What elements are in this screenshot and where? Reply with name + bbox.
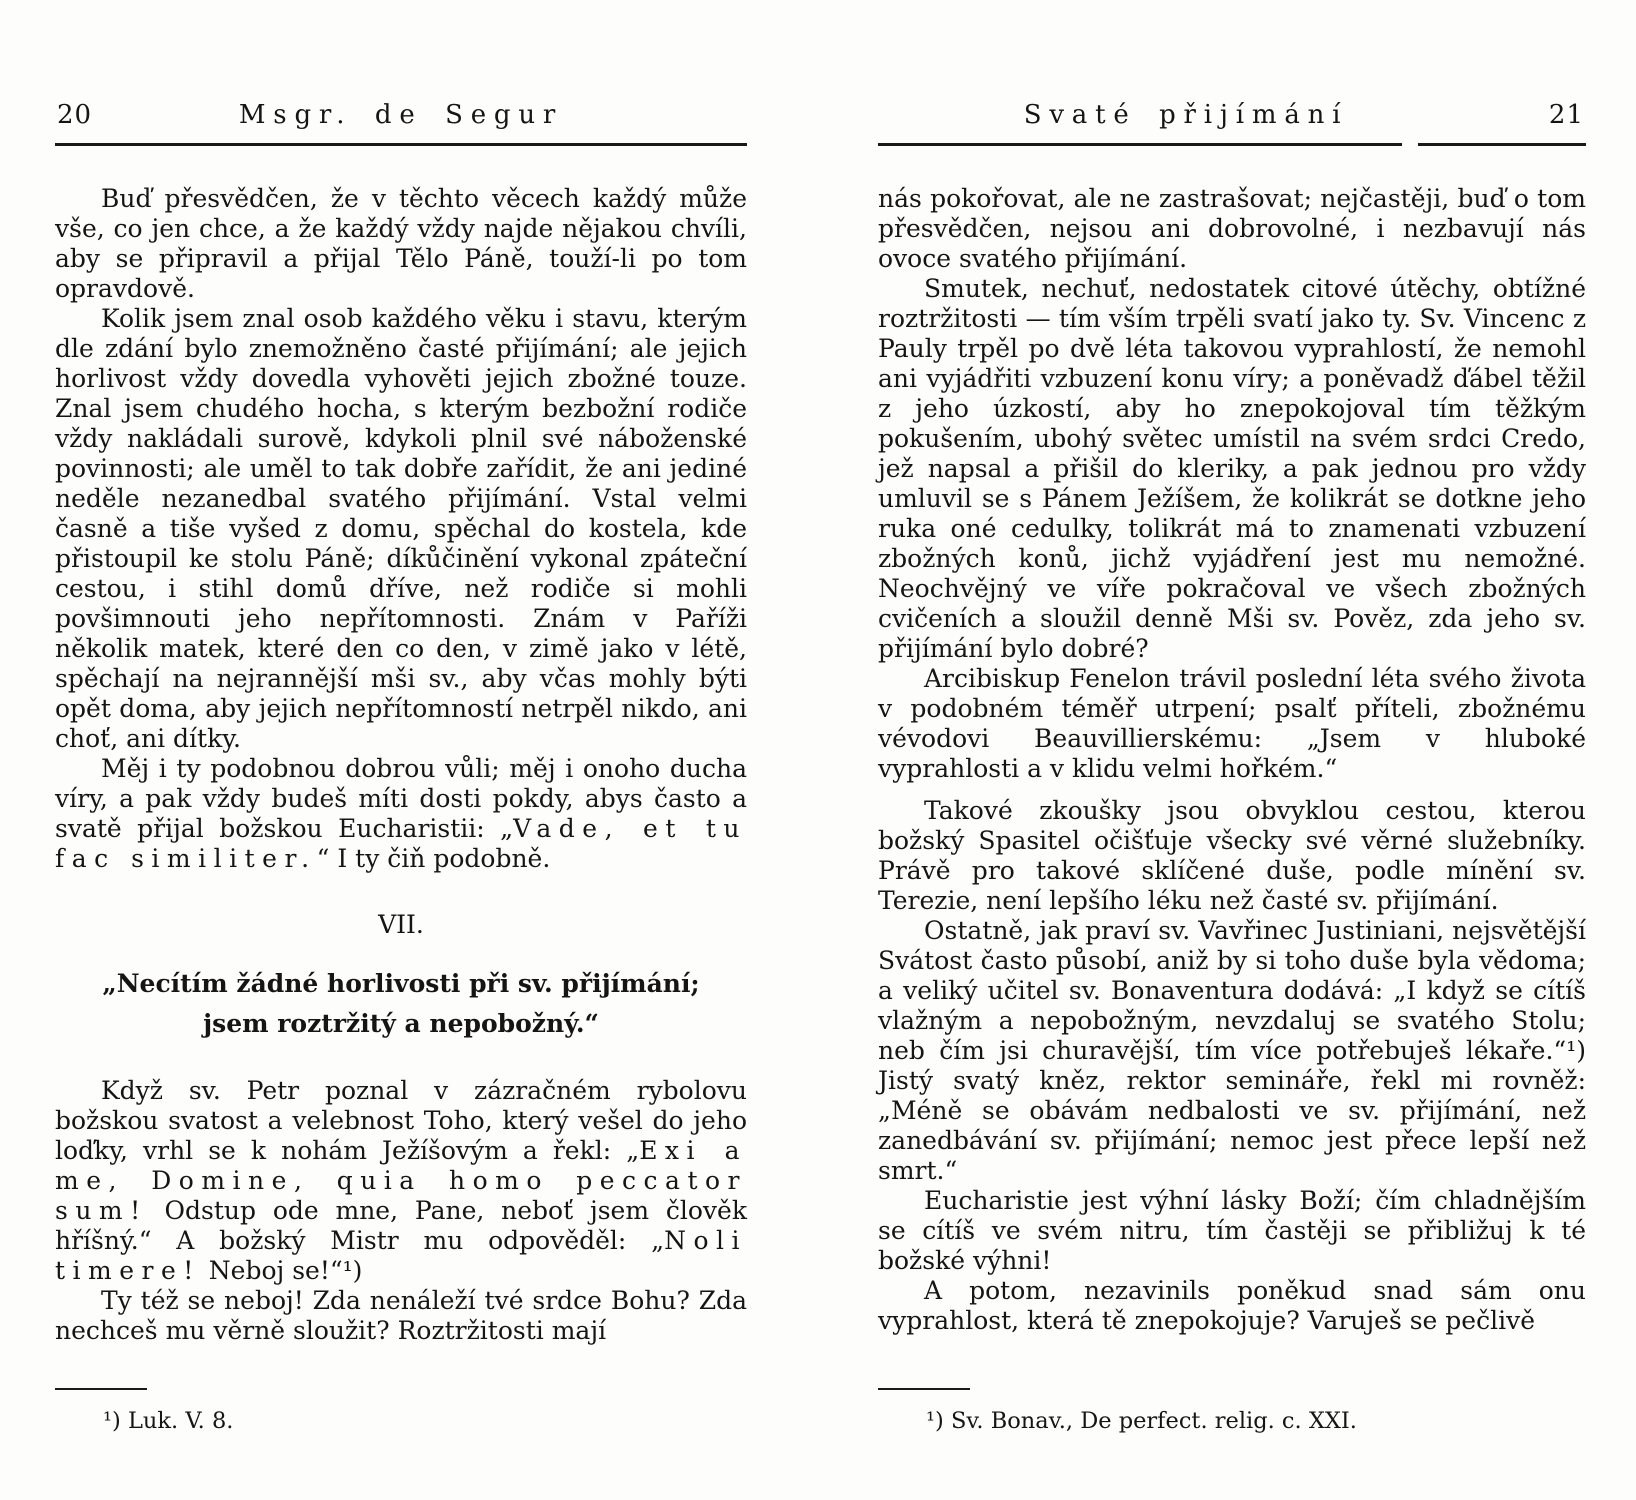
right-header-rule-main [878,143,1402,146]
latin-quote-spaced: Exi a me, Domine, quia homo peccator sum! [55,1136,747,1225]
left-page [55,100,747,1500]
right-header-rule-page-number-segment [1418,143,1586,146]
paragraph: Takové zkoušky jsou obvyklou cestou, kterou božský Spasitel očišťuje všecky své věrné služebníky. Právě pro takové sklíčené duše, podle mínění sv. Terezie, není lepšího léku než časté sv. přijímání. [878,796,1586,915]
section-number: VII. [378,910,424,939]
right-page-header [878,100,1586,138]
left-running-title: Msgr. de Segur [238,100,564,130]
latin-quote-spaced: Vade, et tu fac similiter. [55,814,747,873]
right-footnote: ¹) Sv. Bonav., De perfect. relig. c. XXI. [926,1408,1357,1434]
right-header-rule [878,143,1586,146]
paragraph-text: “ I ty čiň podobně. [316,844,551,873]
left-body-text [55,184,747,1346]
paragraph-text: Neboj se!“¹) [200,1256,363,1285]
right-page [878,100,1586,1500]
paragraph-continuation: nás pokořovat, ale ne zastrašovat; nejčastěji, buď o tom přesvědčen, nejsou ani dobrovolné, i nezbavují nás ovoce svatého přijímání. [878,184,1586,273]
left-page-header [55,100,747,138]
left-header-rule [55,143,747,146]
right-page-number: 21 [1548,100,1584,130]
paragraph: Ty též se neboj! Zda nenáleží tvé srdce Bohu? Zda nechceš mu věrně sloužit? Roztržitosti mají [55,1286,747,1345]
left-footnote: ¹) Luk. V. 8. [103,1408,234,1434]
paragraph: Smutek, nechuť, nedostatek citové útěchy, obtížné roztržitosti — tím vším trpěli svatí jako ty. Sv. Vincenc z Pauly trpěl po dvě léta takovou vyprahlostí, že nemohl ani vyjádřiti vzbuzení konu víry; a poněvadž ďábel těžil z jeho úzkostí, aby ho znepokojoval tím těžkým pokušením, ubohý světec umístil na svém srdci Credo, jež napsal a přišil do kleriky, a pak jednou pro vždy umluvil se s Pánem Ježíšem, že kolikrát se dotkne jeho ruka oné cedulky, tolikrát má to znamenati vzbuzení zbožných konů, jichž vyjádření jest mu nemožné. Neochvějný ve víře pokračoval ve všech zbožných cvičeních a sloužil denně Mši sv. Pověz, zda jeho sv. přijímání bylo dobré? [878,274,1586,663]
paragraph: A potom, nezavinils poněkud snad sám onu vyprahlost, která tě znepokojuje? Varuješ se pečlivě [878,1276,1586,1335]
paragraph: Kolik jsem znal osob každého věku i stavu, kterým dle zdání bylo znemožněno časté přijímání; ale jejich horlivost vždy dovedla vyhověti jejich zbožné touze. Znal jsem chudého hocha, s kterým bezbožní rodiče vždy nakládali surově, kdykoli plnil své náboženské povinnosti; ale uměl to tak dobře zařídit, že ani jediné neděle nezanedbal svatého přijímání. Vstal velmi časně a tiše vyšed z domu, spěchal do kostela, kde přistoupil ke stolu Páně; díkůčinění vykonal zpáteční cestou, i stihl domů dříve, než rodiče si mohli povšimnouti jeho nepřítomnosti. Znám v Paříži několik matek, které den co den, v zimě jako v létě, spěchají na nejrannější mši sv., aby včas mohly býti opět doma, aby jejich nepřítomností netrpěl nikdo, ani choť, ani dítky. [55,304,747,753]
latin-quote-spaced: Noli timere! [55,1226,747,1285]
paragraph-vade [55,754,747,874]
right-footnote-block [878,1388,1586,1434]
paragraph: Eucharistie jest výhní lásky Boží; čím chladnějším se cítíš ve svém nitru, tím častěji se přibližuj k té božské výhni! [878,1186,1586,1275]
right-footnote-rule [878,1388,970,1390]
paragraph-text: Odstup ode mne, Pane, neboť jsem člověk hříšný.“ A božský Mistr mu odpověděl: „ [55,1196,747,1255]
section-title [55,964,747,1044]
paragraph: Buď přesvědčen, že v těchto věcech každý může vše, co jen chce, a že každý vždy najde nějakou chvíli, aby se připravil a přijal Tělo Páně, touží-li po tom opravdově. [55,184,747,303]
right-running-title: Svaté přijímání [1023,100,1349,130]
section-title-line: jsem roztržitý a nepobožný.“ [203,1009,599,1038]
left-footnote-rule [55,1388,147,1390]
paragraph-text: Měj i ty podobnou dobrou vůli; měj i onoho ducha víry, a pak vždy budeš míti dosti pokdy, abys často a svatě přijal božskou Eucharistii: „ [55,754,747,843]
left-footnote-block [55,1388,747,1434]
paragraph-text: Když sv. Petr poznal v zázračném rybolovu božskou svatost a velebnost Toho, který vešel do jeho loďky, vrhl se k nohám Ježíšovým a řekl: „ [55,1076,747,1165]
paragraph: Arcibiskup Fenelon trávil poslední léta svého života v podobném téměř utrpení; psalť příteli, zbožnému vévodovi Beauvillierskému: „Jsem v hluboké vyprahlosti a v klidu velmi hořkém.“ [878,664,1586,783]
left-page-number: 20 [57,100,93,130]
section-title-line: „Necítím žádné horlivosti při sv. přijímání; [102,969,700,998]
paragraph-petr [55,1076,747,1286]
paragraph: Ostatně, jak praví sv. Vavřinec Justiniani, nejsvětější Svátost často působí, aniž by si toho duše byla vědoma; a veliký učitel sv. Bonaventura dodává: „I když se cítíš vlažným a nepobožným, nevzdaluj se svatého Stolu; neb čím jsi churavější, tím více potřebuješ lékaře.“¹) Jistý svatý kněz, rektor semináře, řekl mi rovněž: „Méně se obávám nedbalosti ve sv. přijímání, než zanedbávání sv. přijímání; nemoc jest přece lepší než smrt.“ [878,916,1586,1185]
right-body-text [878,184,1586,1336]
